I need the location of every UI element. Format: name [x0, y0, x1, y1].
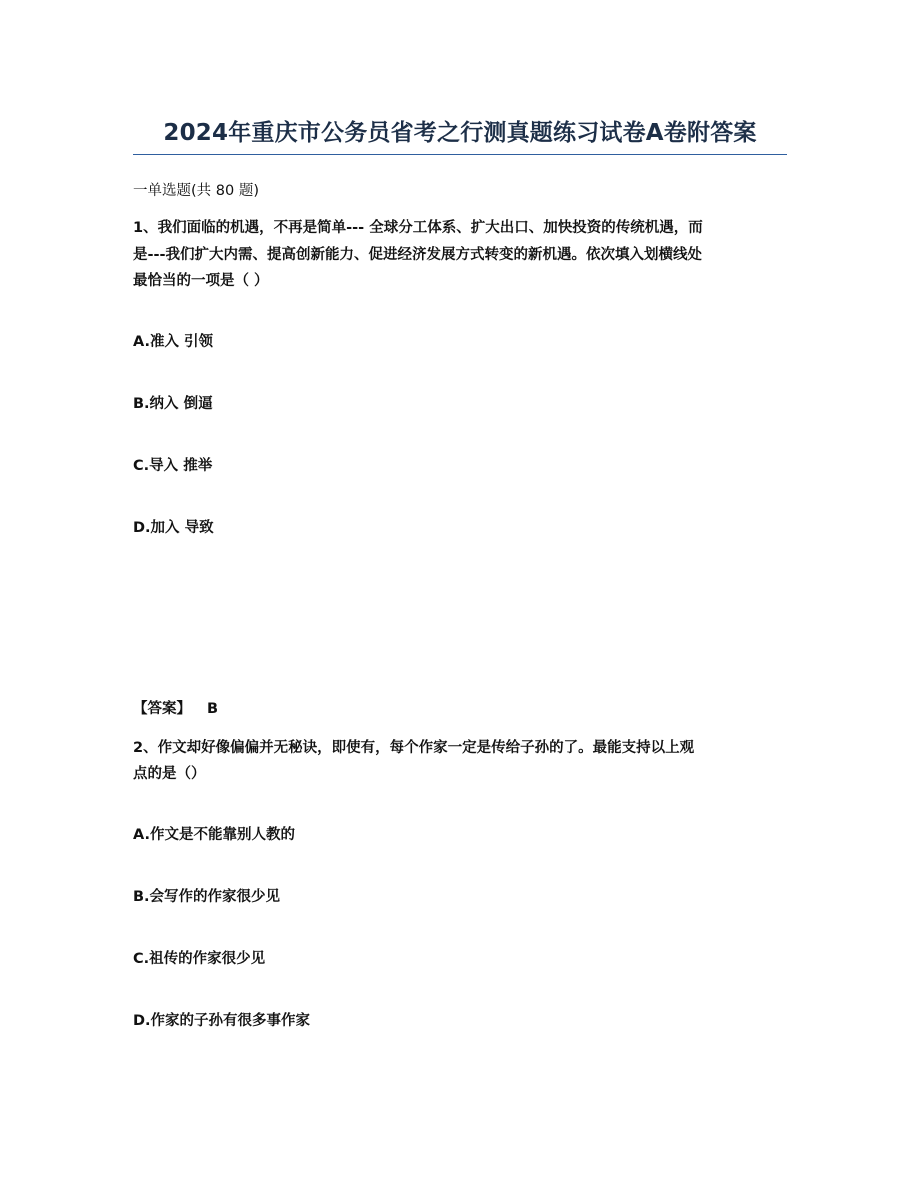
question-2-option-b: B.会写作的作家很少见 [133, 889, 281, 905]
question-1-option-b: B.纳入 倒逼 [133, 396, 213, 412]
question-2-option-c: C.祖传的作家很少见 [133, 951, 266, 967]
question-1-answer [133, 699, 218, 719]
question-2-line-1: 2、作文却好像偏偏并无秘诀，即使有，每个作家一定是传给子孙的了。最能支持以上观 [133, 740, 695, 756]
question-2-option-d: D.作家的子孙有很多事作家 [133, 1013, 311, 1029]
answer-value: B [207, 701, 219, 717]
question-2-line-2: 点的是（） [133, 766, 206, 782]
question-1-line-3: 最恰当的一项是（ ） [133, 273, 269, 289]
question-1-line-1: 1、我们面临的机遇，不再是简单--- 全球分工体系、扩大出口、加快投资的传统机遇，而 [133, 220, 703, 236]
question-2-option-a: A.作文是不能靠别人教的 [133, 827, 295, 843]
answer-label: 【答案】 [133, 701, 191, 717]
title-divider [133, 154, 787, 155]
section-heading: 一单选题(共 80 题) [133, 183, 259, 199]
question-1-option-a: A.准入 引领 [133, 334, 214, 350]
document-title: 2024年重庆市公务员省考之行测真题练习试卷A卷附答案 [163, 120, 757, 146]
question-1-line-2: 是---我们扩大内需、提高创新能力、促进经济发展方式转变的新机遇。依次填入划横线处 [133, 247, 703, 263]
question-1-option-c: C.导入 推举 [133, 458, 213, 474]
question-1-option-d: D.加入 导致 [133, 520, 214, 536]
